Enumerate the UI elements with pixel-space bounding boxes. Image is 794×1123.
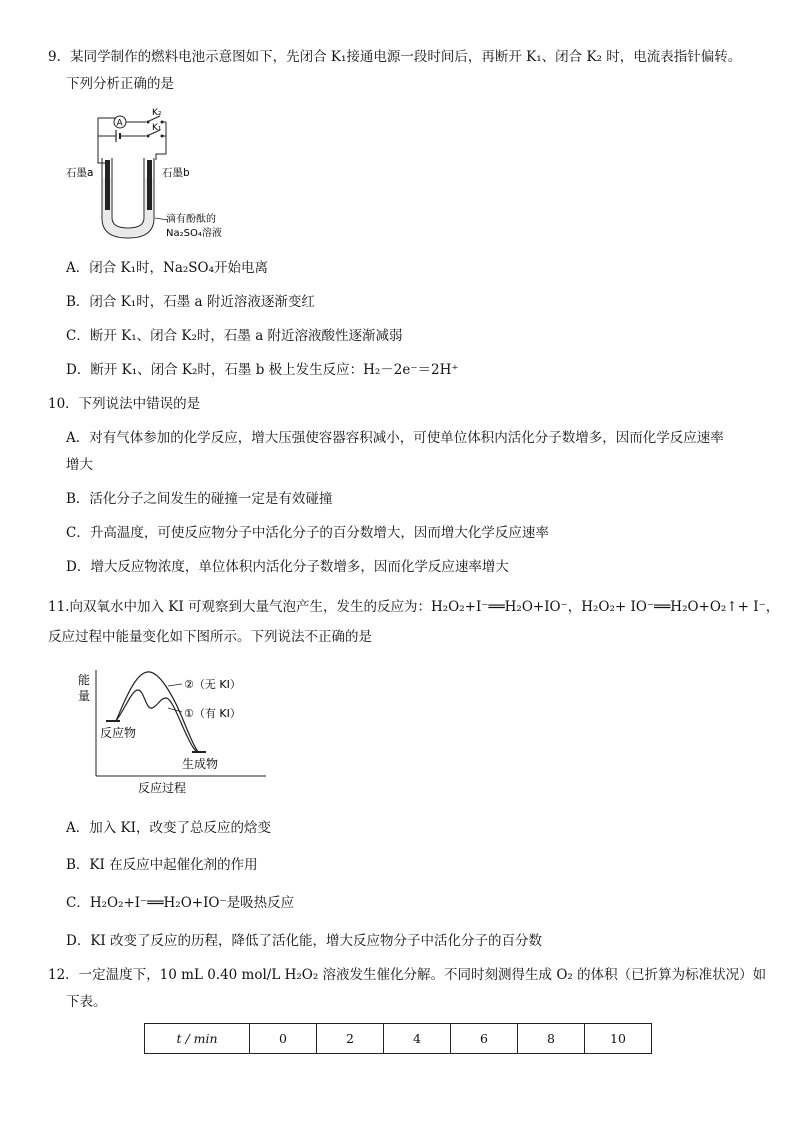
q11-option-b: B．KI 在反应中起催化剂的作用 [66,857,258,873]
table-cell: 2 [317,1024,384,1054]
q11-stem-line1: 11.向双氧水中加入 KI 可观察到大量气泡产生，发生的反应为：H₂O₂+I⁻══H₂O+IO⁻，H₂O₂+ IO⁻══H₂O+O₂↑+ I⁻， [48,599,780,615]
table-cell: 4 [384,1024,451,1054]
q10-option-d: D．增大反应物浓度，单位体积内活化分子数增多，因而化学反应速率增大 [66,559,509,575]
q11-option-d: D．KI 改变了反应的历程，降低了活化能，增大反应物分子中活化分子的百分数 [66,933,543,949]
k2-label: K₂ [152,108,162,118]
time-volume-table [144,1023,652,1054]
q9-option-c: C．断开 K₁、闭合 K₂时，石墨 a 附近溶液酸性逐渐减弱 [66,328,403,344]
curve-1-label: ①（有 KI） [184,707,241,720]
q10-option-b: B．活化分子之间发生的碰撞一定是有效碰撞 [66,491,333,507]
fuel-cell-diagram [62,108,242,240]
energy-diagram [76,662,276,798]
curve-2-label: ②（无 KI） [184,678,241,691]
table-cell: 8 [518,1024,585,1054]
energy-axis-label-1: 能 [78,673,91,687]
q12-stem-line1: 12．一定温度下，10 mL 0.40 mol/L H₂O₂ 溶液发生催化分解。不同时刻测得生成 O₂ 的体积（已折算为标准状况）如 [48,967,767,983]
q10-option-c: C．升高温度，可使反应物分子中活化分子的百分数增大，因而增大化学反应速率 [66,525,549,541]
graphite-a-label: 石墨a [66,167,94,179]
q12-stem-line2: 下表。 [66,994,107,1010]
q11-option-c: C．H₂O₂+I⁻══H₂O+IO⁻是吸热反应 [66,895,295,911]
ammeter-label: A [116,118,123,129]
table-cell: 10 [585,1024,652,1054]
table-header-cell: t / min [145,1024,250,1054]
q9-option-d: D．断开 K₁、闭合 K₂时，石墨 b 极上发生反应：H₂－2e⁻＝2H⁺ [66,362,459,378]
q9-stem-line1: 9．某同学制作的燃料电池示意图如下，先闭合 K₁接通电源一段时间后，再断开 K₁、闭合 K₂ 时，电流表指针偏转。 [48,49,742,65]
graphite-b-label: 石墨b [162,167,190,179]
process-axis-label: 反应过程 [138,781,187,795]
solution-label-1: 滴有酚酞的 [166,214,216,225]
k1-label: K₁ [152,123,162,133]
reactant-label: 反应物 [100,726,137,740]
q11-option-a: A．加入 KI，改变了总反应的焓变 [66,820,271,836]
graphite-b-electrode [147,160,152,210]
curve-with-ki [116,690,198,752]
q10-option-a: A．对有气体参加的化学反应，增大压强使容器容积减小，可使单位体积内活化分子数增多，因而化学反应速率 [66,430,724,446]
product-label: 生成物 [182,757,219,771]
q10-option-a-cont: 增大 [66,457,93,473]
energy-axis-label-2: 量 [78,689,91,703]
table-cell: 6 [451,1024,518,1054]
graphite-a-electrode [105,160,110,210]
solution-label-2: Na₂SO₄溶液 [166,228,222,239]
q9-option-a: A．闭合 K₁时，Na₂SO₄开始电离 [66,260,269,276]
q9-option-b: B．闭合 K₁时，石墨 a 附近溶液逐渐变红 [66,294,315,310]
q11-stem-line2: 反应过程中能量变化如下图所示。下列说法不正确的是 [48,629,372,645]
q10-stem: 10．下列说法中错误的是 [48,396,201,412]
table-row [145,1024,652,1054]
table-cell: 0 [250,1024,317,1054]
q9-stem-line2: 下列分析正确的是 [66,76,174,92]
